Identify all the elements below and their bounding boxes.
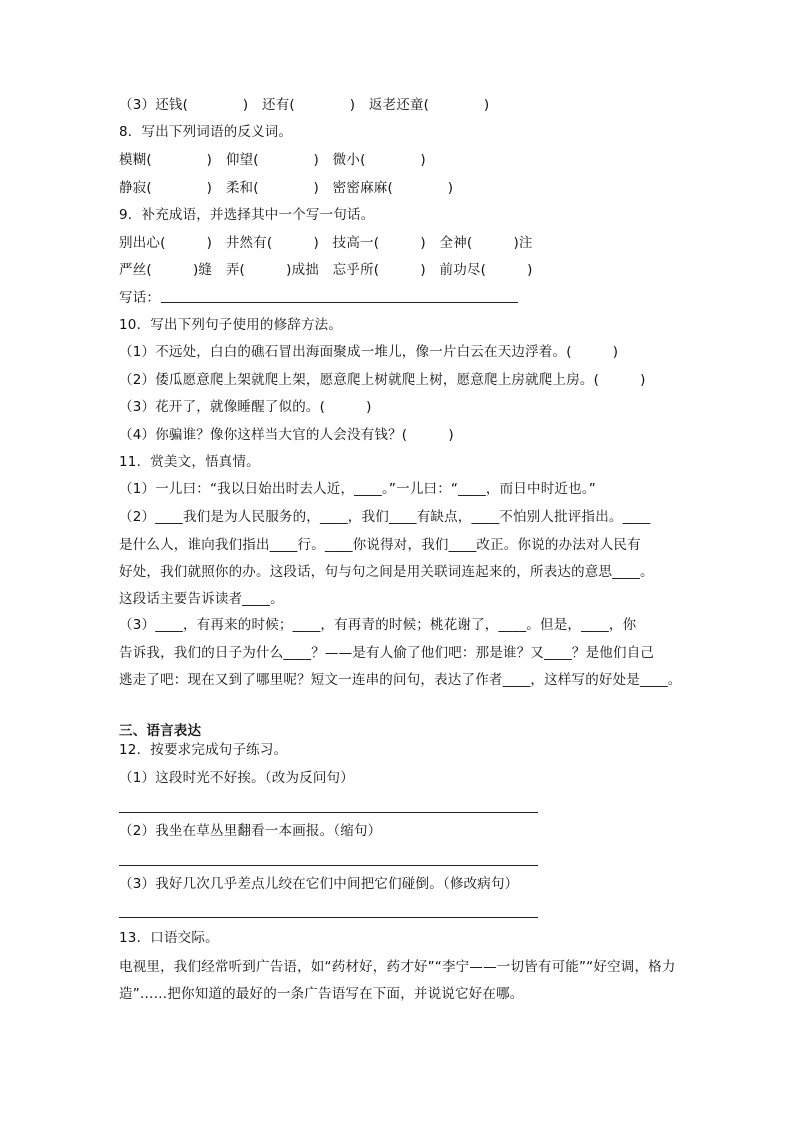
q11-item-3-line-3: 逃走了吧：现在又到了哪里呢？短文一连串的问句，表达了作者____，这样写的好处是____。 bbox=[119, 672, 682, 688]
q11-item-2-line-2: 是什么人，谁向我们指出____行。____你说得对，我们____改正。你说的办法对人民有 bbox=[119, 537, 641, 553]
q11-item-1: （1）一儿曰：“我以日始出时去人近，____。”一儿曰：“____，而日中时近也。” bbox=[119, 481, 596, 497]
q11-item-2-line-4: 这段话主要告诉读者____。 bbox=[119, 591, 284, 607]
section-3-heading: 三、语言表达 bbox=[119, 723, 202, 739]
q9-write-label: 写话： bbox=[119, 290, 161, 306]
q11-item-3-line-2: 告诉我，我们的日子为什么____？——是有人偷了他们吧：那是谁？又____？是他们自己 bbox=[119, 645, 655, 661]
q9-row-2: 严丝( )缝 弄( )成拙 忘乎所( ) 前功尽( ) bbox=[119, 262, 533, 278]
q7-item-3: （3）还钱( ) 还有( ) 返老还童( ) bbox=[119, 97, 490, 113]
q10-item-2: （2）倭瓜愿意爬上架就爬上架，愿意爬上树就爬上树，愿意爬上房就爬上房。( ) bbox=[119, 372, 646, 388]
q13-text-line-2: 造”……把你知道的最好的一条广告语写在下面，并说说它好在哪。 bbox=[119, 986, 524, 1002]
q9-answer-line[interactable] bbox=[161, 302, 518, 303]
q12-item-3: （3）我好几次几乎差点儿绞在它们中间把它们碰倒。（修改病句） bbox=[119, 876, 519, 892]
q13-text-line-1: 电视里，我们经常听到广告语，如“药材好，药才好”“李宁——一切皆有可能”“好空调，格力 bbox=[119, 959, 676, 975]
q10-item-1: （1）不远处，白白的礁石冒出海面聚成一堆儿，像一片白云在天边浮着。( ) bbox=[119, 344, 619, 360]
q10-title: 10．写出下列句子使用的修辞方法。 bbox=[119, 317, 343, 333]
q13-title: 13．口语交际。 bbox=[119, 930, 219, 946]
q12-title: 12．按要求完成句子练习。 bbox=[119, 742, 288, 758]
q12-item-2: （2）我坐在草丛里翻看一本画报。（缩句） bbox=[119, 823, 382, 839]
q12-item-1-answer-line[interactable] bbox=[119, 812, 538, 813]
q8-title: 8．写出下列词语的反义词。 bbox=[119, 124, 293, 140]
q9-title: 9．补充成语，并选择其中一个写一句话。 bbox=[119, 207, 375, 223]
q10-item-3: （3）花开了，就像睡醒了似的。( ) bbox=[119, 399, 372, 415]
q12-item-1: （1）这段时光不好挨。（改为反问句） bbox=[119, 770, 354, 786]
q11-title: 11．赏美文，悟真情。 bbox=[119, 454, 260, 470]
q9-row-1: 别出心( ) 井然有( ) 技高一( ) 全神( )注 bbox=[119, 235, 533, 251]
q8-row-2: 静寂( ) 柔和( ) 密密麻麻( ) bbox=[119, 180, 454, 196]
q12-item-2-answer-line[interactable] bbox=[119, 865, 538, 866]
q10-item-4: （4）你骗谁？像你这样当大官的人会没有钱？( ) bbox=[119, 427, 454, 443]
q8-row-1: 模糊( ) 仰望( ) 微小( ) bbox=[119, 152, 426, 168]
q12-item-3-answer-line[interactable] bbox=[119, 917, 538, 918]
q11-item-3-line-1: （3）____，有再来的时候；____，有再青的时候；桃花谢了，____。但是，____，你 bbox=[119, 617, 637, 633]
q11-item-2-line-3: 好处，我们就照你的办。这段话，句与句之间是用关联词连起来的，所表达的意思____。 bbox=[119, 564, 654, 580]
q11-item-2-line-1: （2）____我们是为人民服务的，____，我们____有缺点，____不怕别人批评指出。____ bbox=[119, 509, 651, 525]
